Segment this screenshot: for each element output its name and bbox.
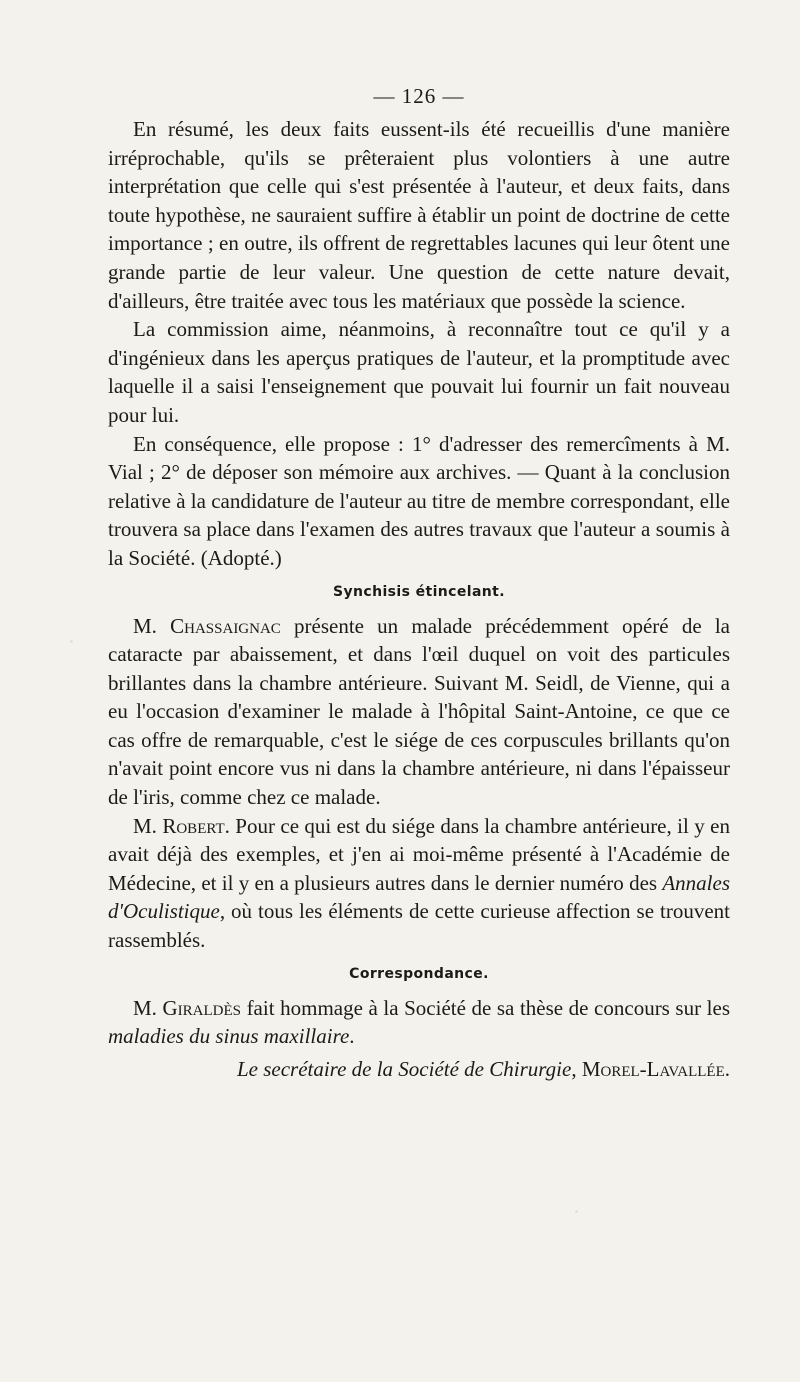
signature-line	[108, 1055, 730, 1084]
paragraph-text: .	[349, 1024, 355, 1049]
paragraph-text: présente un malade précédemment opéré de la cataracte par abaissement, et dans l'œil duquel on voit des particules brillantes dans la chambre antérieure. Suivant M. Seidl, de Vienne, qui a eu l'occasion d'examiner le malade à l'hôpital Saint-Antoine, ce que ce cas offre de remarquable, c'est le siége de ces corpuscules brillants qu'on n'avait point encore vus ni dans la chambre antérieure, ni dans l'épaisseur de l'iris, comme chez ce malade.	[108, 613, 730, 810]
paragraph-prefix: M.	[133, 995, 163, 1020]
section-heading-synchisis: Synchisis étincelant.	[333, 583, 505, 600]
paragraph-prefix: M.	[133, 613, 171, 638]
paragraph-consequence: En conséquence, elle propose : 1° d'adresser des remercîments à M. Vial ; 2° de déposer son mémoire aux archives. — Quant à la conclusion relative à la candidature de l'auteur au titre de membre correspondant, elle trouvera sa place dans l'examen des autres travaux que l'auteur a soumis à la Société. (Adopté.)	[108, 431, 730, 570]
paragraph-prefix: M.	[133, 813, 163, 838]
paragraph-robert	[108, 812, 730, 955]
signature-separator: ,	[571, 1056, 582, 1081]
paragraph-text: fait hommage à la Société de sa thèse de concours sur les	[241, 995, 730, 1020]
page-number: — 126 —	[373, 84, 465, 108]
paragraph-text: , où tous les éléments de cette curieuse affection se trouvent rassemblés.	[108, 899, 730, 953]
paragraph-resume: En résumé, les deux faits eussent-ils été recueillis d'une manière irréprochable, qu'ils se prêteraient plus volontiers à une autre interprétation que celle qui s'est présentée à l'auteur, et deux faits, dans toute hypothèse, ne sauraient suffire à établir un point de doctrine de cette importance ; en outre, ils offrent de regrettables lacunes qui leur ôtent une grande partie de leur valeur. Une question de cette nature devait, d'ailleurs, être traitée avec tous les matériaux que possède la science.	[108, 117, 730, 313]
author-name-robert: Robert	[162, 813, 225, 838]
thesis-title: maladies du sinus maxillaire	[108, 1024, 350, 1049]
paper-speck	[575, 1210, 578, 1213]
paragraph-giraldes	[108, 994, 730, 1051]
document-page	[108, 84, 730, 1083]
paragraph-text: . Pour ce qui est du siége dans la chambre antérieure, il y en avait déjà des exemples, et j'en ai moi-même présenté à l'Académie de Médecine, et il y en a plusieurs autres dans le dernier numéro des	[108, 813, 730, 895]
author-name-chassaignac: Chassaignac	[170, 613, 281, 638]
paragraph-commission: La commission aime, néanmoins, à reconnaître tout ce qu'il y a d'ingénieux dans les aperçus pratiques de l'auteur, et la promptitude avec laquelle il a saisi l'enseignement que pouvait lui fournir un fait nouveau pour lui.	[108, 317, 730, 427]
journal-title: Annales d'Oculistique	[108, 870, 730, 924]
paragraph-chassaignac	[108, 612, 730, 812]
author-name-giraldes: Giraldès	[162, 995, 241, 1020]
signature-name: Morel-Lavallée.	[581, 1056, 730, 1081]
signature-role: Le secrétaire de la Société de Chirurgie	[236, 1056, 572, 1081]
section-heading-correspondance: Correspondance.	[349, 965, 489, 982]
paper-speck	[70, 640, 73, 643]
